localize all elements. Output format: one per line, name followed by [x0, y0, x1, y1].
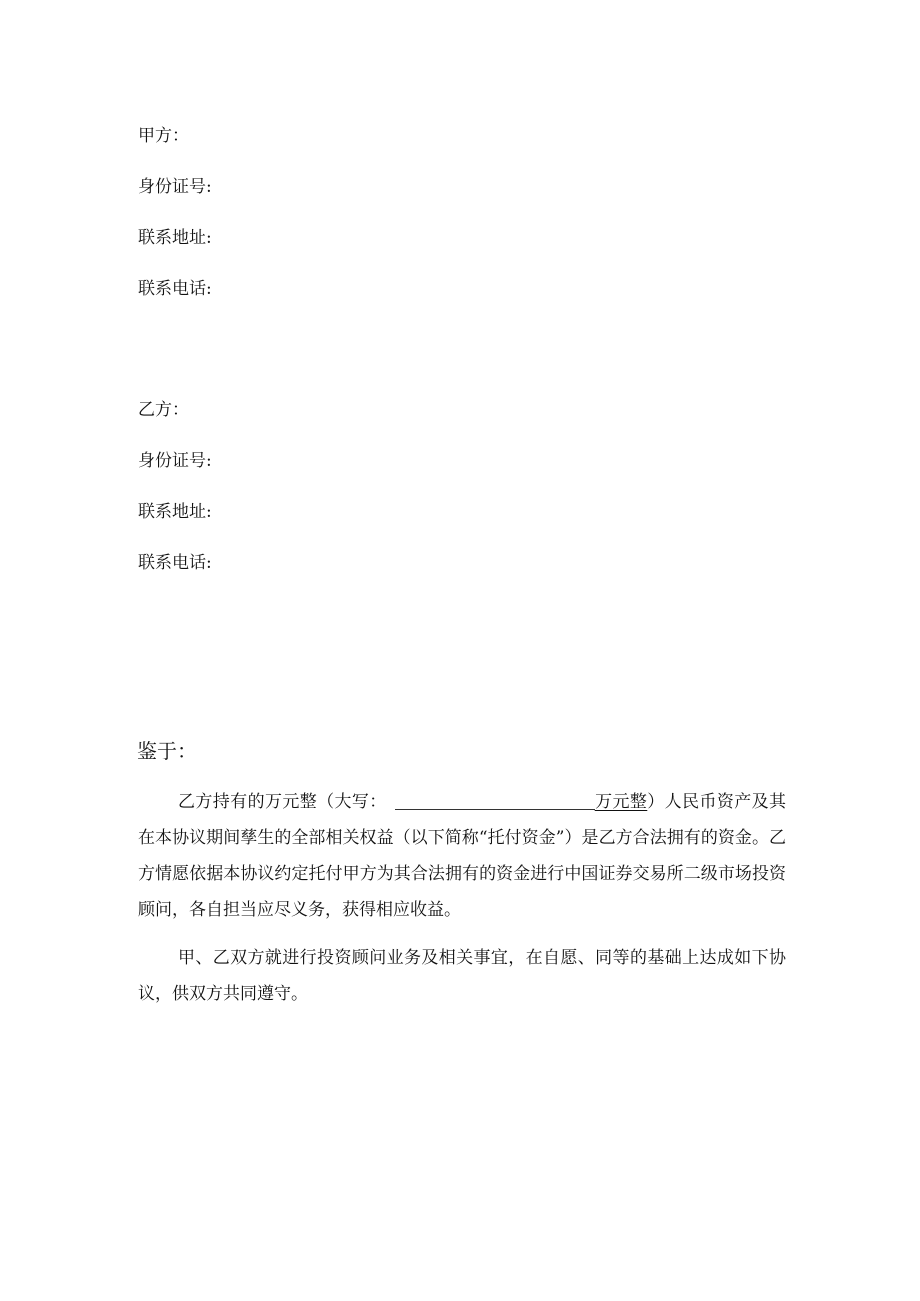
party-b-title: 乙方： — [138, 400, 189, 420]
recitals-paragraph-1 — [138, 784, 786, 928]
party-a-block — [138, 121, 538, 325]
party-a-phone-label: 联系电话: — [138, 279, 212, 299]
para1-rest: ）人民币资产及其在本协议期间孳生的全部相关权益（以下简称“托付资金”）是乙方合法拥有的资金。乙方情愿依据本协议约定托付甲方为其合法拥有的资金进行中国证券交易所二级市场投资顾问，各自担当应尽义务，获得相应收益。 — [138, 792, 787, 920]
party-a-id-label: 身份证号: — [138, 177, 212, 197]
party-a-address-label: 联系地址: — [138, 228, 212, 248]
party-a-title: 甲方： — [138, 126, 189, 146]
recitals-paragraph-2: 甲、乙双方就进行投资顾问业务及相关事宜，在自愿、同等的基础上达成如下协议，供双方共同遵守。 — [138, 948, 786, 1004]
para1-start: 乙方持有的万元整（大写： — [178, 792, 387, 812]
recitals-body — [138, 784, 786, 1012]
party-b-block — [138, 395, 538, 599]
amount-blank-line — [395, 791, 595, 810]
party-b-phone-label: 联系电话: — [138, 553, 212, 573]
amount-unit: 万元整 — [594, 792, 648, 812]
recitals-heading: 鉴于： — [137, 739, 197, 763]
party-b-id-label: 身份证号: — [138, 451, 212, 471]
party-b-address-label: 联系地址: — [138, 502, 212, 522]
